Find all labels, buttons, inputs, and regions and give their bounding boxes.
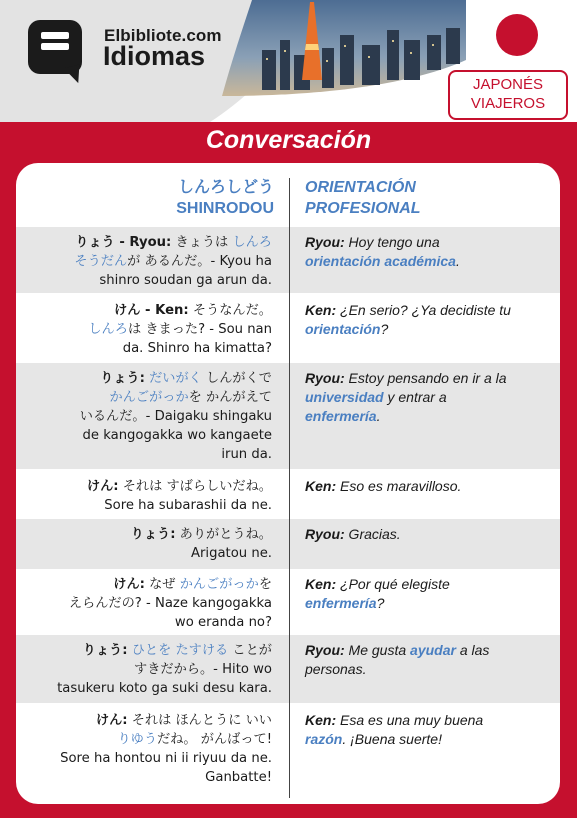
dialogue-text: ありがとうね。: [175, 527, 272, 542]
vocab-highlight: そうだん: [74, 254, 128, 269]
japanese-line: [26, 711, 272, 787]
dialogue-text: Sore ha hontou ni ii riyuu da ne.: [60, 751, 272, 766]
speaker-label: Ken:: [305, 576, 337, 592]
header: [0, 0, 577, 122]
dialogue-text: Eso es maravilloso.: [336, 478, 462, 494]
vocab-highlight: enfermería: [305, 408, 377, 424]
spanish-line: [305, 575, 553, 613]
dialogue-text: だね。 がんばって!: [157, 732, 272, 747]
dialogue-text: しんがくで: [201, 371, 272, 386]
japanese-line: [26, 641, 272, 698]
dialogue-text: Hoy tengo una: [344, 234, 440, 250]
dialogue-text: を: [258, 577, 272, 592]
heading-kana: しんろしどう: [177, 179, 274, 196]
heading-line1: ORIENTACIÓN: [305, 179, 416, 196]
speaker-label: りょう - Ryou:: [75, 235, 172, 250]
spanish-line: [305, 477, 553, 496]
spanish-line: [305, 525, 553, 544]
brand-name: Idiomas: [103, 41, 206, 71]
japan-flag-icon: [496, 14, 538, 56]
category-language: JAPONÉS: [472, 76, 544, 93]
spanish-column-heading: [305, 177, 421, 219]
speaker-label: けん:: [113, 577, 145, 592]
dialogue-text: a las: [455, 642, 490, 658]
dialogue-text: すきだから。- Hito wo: [134, 662, 272, 677]
vocab-highlight: りゆう: [117, 732, 158, 747]
speaker-label: けん - Ken:: [114, 303, 189, 318]
spanish-line: [305, 711, 553, 749]
dialogue-row: [16, 519, 560, 569]
dialogue-text: Ganbatte!: [205, 770, 272, 785]
dialogue-text: .: [455, 253, 460, 269]
dialogue-text: いるんだ。- Daigaku shingaku: [79, 409, 272, 424]
dialogue-text: irun da.: [221, 447, 272, 462]
dialogue-text: da. Shinro ha kimatta?: [122, 341, 272, 356]
dialogue-text: は きまった? - Sou nan: [127, 322, 272, 337]
dialogue-text: Gracias.: [344, 526, 401, 542]
brand-site: Elbibliote.com: [104, 26, 222, 45]
dialogue-text: de kangogakka wo kangaete: [82, 428, 272, 443]
speaker-label: Ken:: [305, 302, 337, 318]
heading-line2: PROFESIONAL: [305, 200, 421, 217]
spanish-line: [305, 641, 553, 679]
dialogue-text: Estoy pensando en ir a la: [344, 370, 507, 386]
dialogue-text: Sore ha subarashii da ne.: [104, 498, 272, 513]
speaker-label: けん:: [86, 479, 119, 494]
dialogue-row: [16, 705, 560, 797]
dialogue-text: . ¡Buena suerte!: [342, 731, 442, 747]
vocab-highlight: しんろ: [88, 322, 128, 337]
speaker-label: Ryou:: [305, 370, 345, 386]
vocab-highlight: universidad: [305, 389, 384, 405]
dialogue-text: ?: [380, 321, 389, 337]
vocab-highlight: かんごがっか: [179, 577, 259, 592]
conversation-card: [16, 163, 560, 804]
dialogue-text: そうなんだ。: [188, 303, 272, 318]
dialogue-text: Arigatou ne.: [190, 546, 272, 561]
speaker-label: Ryou:: [305, 234, 345, 250]
japanese-line: [26, 233, 272, 290]
speaker-label: Ken:: [305, 478, 337, 494]
japanese-line: [26, 575, 272, 632]
dialogue-row: [16, 635, 560, 703]
speaker-label: けん:: [95, 713, 128, 728]
spanish-line: [305, 369, 553, 426]
page-title: Conversación: [205, 126, 372, 154]
dialogue-text: shinro soudan ga arun da.: [99, 273, 272, 288]
speaker-label: Ryou:: [305, 642, 345, 658]
heading-romaji: SHINRODOU: [176, 200, 274, 217]
dialogue-text: それは すばらしいだね。: [118, 479, 272, 494]
japanese-line: [26, 477, 272, 515]
speaker-label: りょう:: [100, 371, 145, 386]
dialogue-text: wo eranda no?: [174, 615, 272, 630]
spanish-line: [305, 301, 553, 339]
dialogue-text: ¿En serio? ¿Ya decidiste tu: [336, 302, 511, 318]
dialogue-text: ?: [376, 595, 385, 611]
column-divider: [289, 178, 290, 798]
vocab-highlight: orientación: [305, 321, 381, 337]
category-audience: VIAJEROS: [470, 95, 546, 112]
vocab-highlight: しんろ: [232, 235, 272, 250]
dialogue-row: [16, 227, 560, 293]
vocab-highlight: たすける: [175, 643, 229, 658]
dialogue-text: tasukeru koto ga suki desu kara.: [57, 681, 272, 696]
dialogue-text: .: [376, 408, 381, 424]
tokyo-skyline-image: [222, 0, 466, 96]
dialogue-text: Esa es una muy buena: [336, 712, 484, 728]
dialogue-text: きょうは: [171, 235, 233, 250]
vocab-highlight: razón: [305, 731, 343, 747]
japanese-line: [26, 525, 272, 563]
dialogue-text: Me gusta: [344, 642, 411, 658]
vocab-highlight: ひとを: [131, 643, 172, 658]
dialogue-text: ¿Por qué elegiste: [336, 576, 450, 592]
japanese-line: [26, 369, 272, 464]
dialogue-text: が あるんだ。- Kyou ha: [127, 254, 272, 269]
dialogue-text: えらんだの? - Naze kangogakka: [68, 596, 272, 611]
speaker-label: Ryou:: [305, 526, 345, 542]
speaker-label: りょう:: [82, 643, 128, 658]
spanish-line: [305, 233, 553, 271]
dialogue-text: それは ほんとうに いい: [127, 713, 272, 728]
dialogue-row: [16, 471, 560, 519]
speaker-label: りょう:: [130, 527, 176, 542]
japanese-line: [26, 301, 272, 358]
speaker-label: Ken:: [305, 712, 337, 728]
vocab-highlight: かんごがっか: [109, 390, 189, 405]
japanese-column-heading: [176, 177, 274, 219]
vocab-highlight: enfermería: [305, 595, 377, 611]
dialogue-text: ことが: [228, 643, 272, 658]
dialogue-text: なぜ: [144, 577, 180, 592]
dialogue-row: [16, 363, 560, 469]
dialogue-text: personas.: [305, 661, 367, 677]
dialogue-row: [16, 569, 560, 633]
dialogue-row: [16, 295, 560, 361]
dialogue-text: y entrar a: [383, 389, 447, 405]
vocab-highlight: ayudar: [410, 642, 456, 658]
menu-book-icon: [41, 32, 69, 62]
vocab-highlight: orientación académica: [305, 253, 456, 269]
dialogue-text: を かんがえて: [188, 390, 272, 405]
vocab-highlight: だいがく: [149, 371, 202, 386]
